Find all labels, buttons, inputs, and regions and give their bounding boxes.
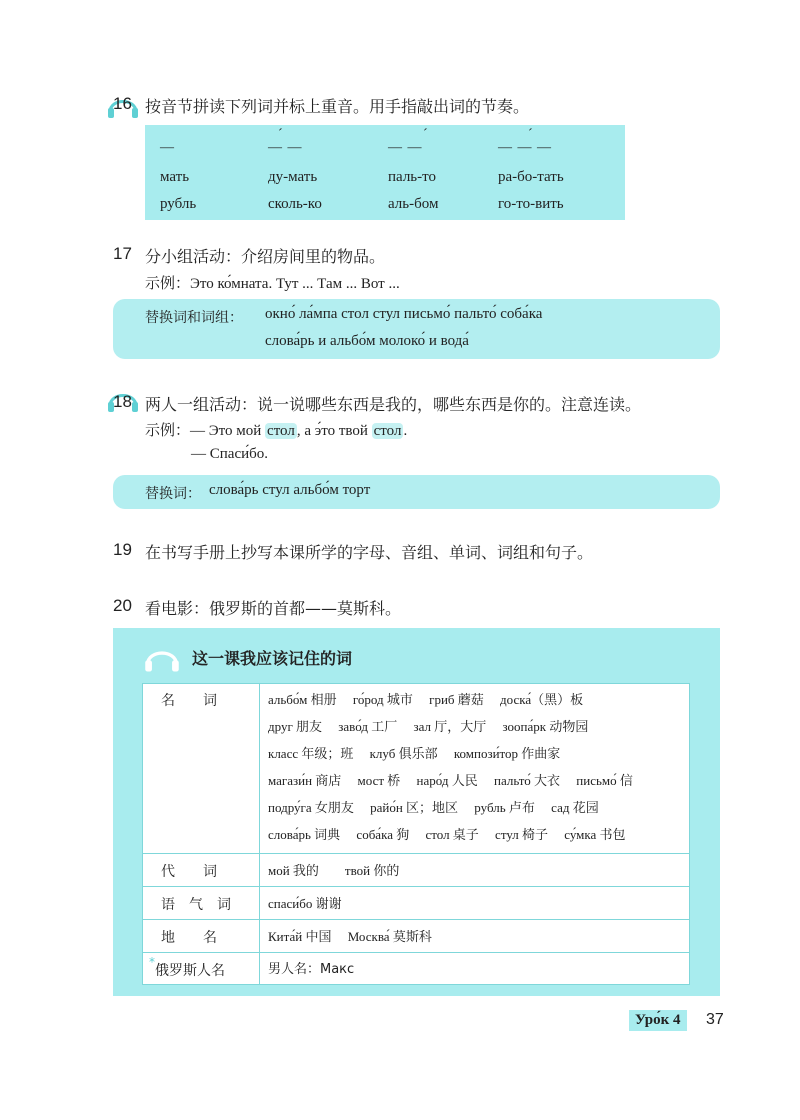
vocabulary-title: 这一课我应该记住的词 [192, 649, 353, 668]
exercise-number: 16 [113, 94, 132, 113]
exercise-instruction: 按音节拼读下列词并标上重音。用手指敲出词的节奏。 [145, 97, 530, 116]
linking-highlight: стол [267, 423, 295, 439]
page-number: 37 [706, 1011, 724, 1028]
example-reply: — Спаси́бо. [191, 446, 269, 462]
exercise-instruction: 两人一组活动：说一说哪些东西是我的，哪些东西是你的。注意连读。 [145, 395, 642, 414]
vocab-row [143, 684, 689, 854]
stress-mark: ˊ [423, 127, 429, 142]
exercise-instruction: 分小组活动：介绍房间里的物品。 [145, 247, 386, 266]
substitution-label: 替换词和词组： [145, 310, 243, 326]
vocab-row [143, 854, 689, 887]
syllable-table [145, 125, 625, 220]
vocab-line: слова́рь 词典 соба́ка 狗 стол 桌子 стул 椅子 су́мка 书包 [268, 827, 626, 842]
optional-marker: * [149, 955, 155, 969]
vocab-category: 代 词 [143, 854, 260, 886]
substitution-box [113, 475, 720, 509]
linking-highlight: стол [373, 423, 402, 439]
vocab-row [143, 953, 689, 985]
substitution-words: слова́рь и альбо́м молоко́ и вода́ [265, 333, 469, 349]
example-line: 示例：— Это мой стол , а э́то твой стол . [145, 421, 408, 439]
syllable-word: сколь-ко [268, 196, 322, 212]
vocab-line: магази́н 商店 мост 桥 наро́д 人民 пальто́ 大衣 письмо́ 信 [268, 773, 633, 788]
vocab-line: спаси́бо 谢谢 [268, 896, 342, 911]
rhythm-dash: — — [388, 140, 423, 155]
example-text: Это ко́мната. Тут ... Там ... Вот ... [190, 276, 400, 292]
stress-mark: ˊ [278, 127, 284, 142]
vocab-line: альбо́м 相册 го́род 城市 гриб 蘑菇 доска́（黑）板 [268, 692, 584, 707]
rhythm-dash: — — [268, 140, 303, 155]
vocab-category: * 俄罗斯人名 [143, 953, 260, 985]
exercise-number: 20 [113, 596, 132, 615]
substitution-words: окно́ ла́мпа стол стул письмо́ пальто́ соба́ка [265, 306, 543, 322]
rhythm-dash: — — — [498, 140, 552, 155]
vocab-category: 地 名 [143, 920, 260, 952]
vocab-line: друг 朋友 заво́д 工厂 зал 厅，大厅 зоопа́рк 动物园 [268, 719, 589, 734]
vocab-line: Кита́й 中国 Москва́ 莫斯科 [268, 929, 432, 944]
syllable-word: паль-то [388, 169, 436, 185]
syllable-word: го-то-вить [498, 196, 564, 212]
substitution-label: 替换词： [145, 486, 201, 502]
vocab-row [143, 887, 689, 920]
vocab-line: класс 年级；班 клуб 俱乐部 компози́тор 作曲家 [268, 746, 561, 761]
vocab-category: 语 气 词 [143, 887, 260, 919]
exercise-number: 19 [113, 540, 132, 559]
vocab-category: 名 词 [143, 684, 260, 853]
syllable-word: ду-мать [268, 169, 318, 185]
example-line [145, 272, 400, 293]
vocab-line: 男人名：Макс [268, 962, 355, 977]
stress-mark: ˊ [528, 127, 534, 142]
vocabulary-table [142, 683, 690, 985]
vocab-line: подру́га 女朋友 райо́н 区；地区 рубль 卢布 сад 花园 [268, 800, 599, 815]
exercise-number: 17 [113, 244, 132, 263]
substitution-box [113, 299, 720, 359]
rhythm-dash: — [160, 140, 175, 155]
headphones-icon [143, 640, 181, 674]
exercise-instruction: 看电影：俄罗斯的首都——莫斯科。 [145, 599, 402, 618]
syllable-word: аль-бом [388, 196, 439, 212]
substitution-words: слова́рь стул альбо́м торт [209, 482, 371, 498]
example-label: 示例： [145, 274, 191, 292]
lesson-label: Уро́к 4 [629, 1010, 687, 1031]
exercise-instruction: 在书写手册上抄写本课所学的字母、音组、单词、词组和句子。 [145, 543, 594, 562]
syllable-word: рубль [160, 196, 197, 212]
exercise-number: 18 [113, 392, 132, 411]
vocab-row [143, 920, 689, 953]
syllable-word: ра-бо-тать [498, 169, 564, 185]
example-label: 示例： [145, 421, 191, 439]
syllable-word: мать [160, 169, 190, 185]
vocab-line: мой 我的 твой 你的 [268, 863, 400, 878]
